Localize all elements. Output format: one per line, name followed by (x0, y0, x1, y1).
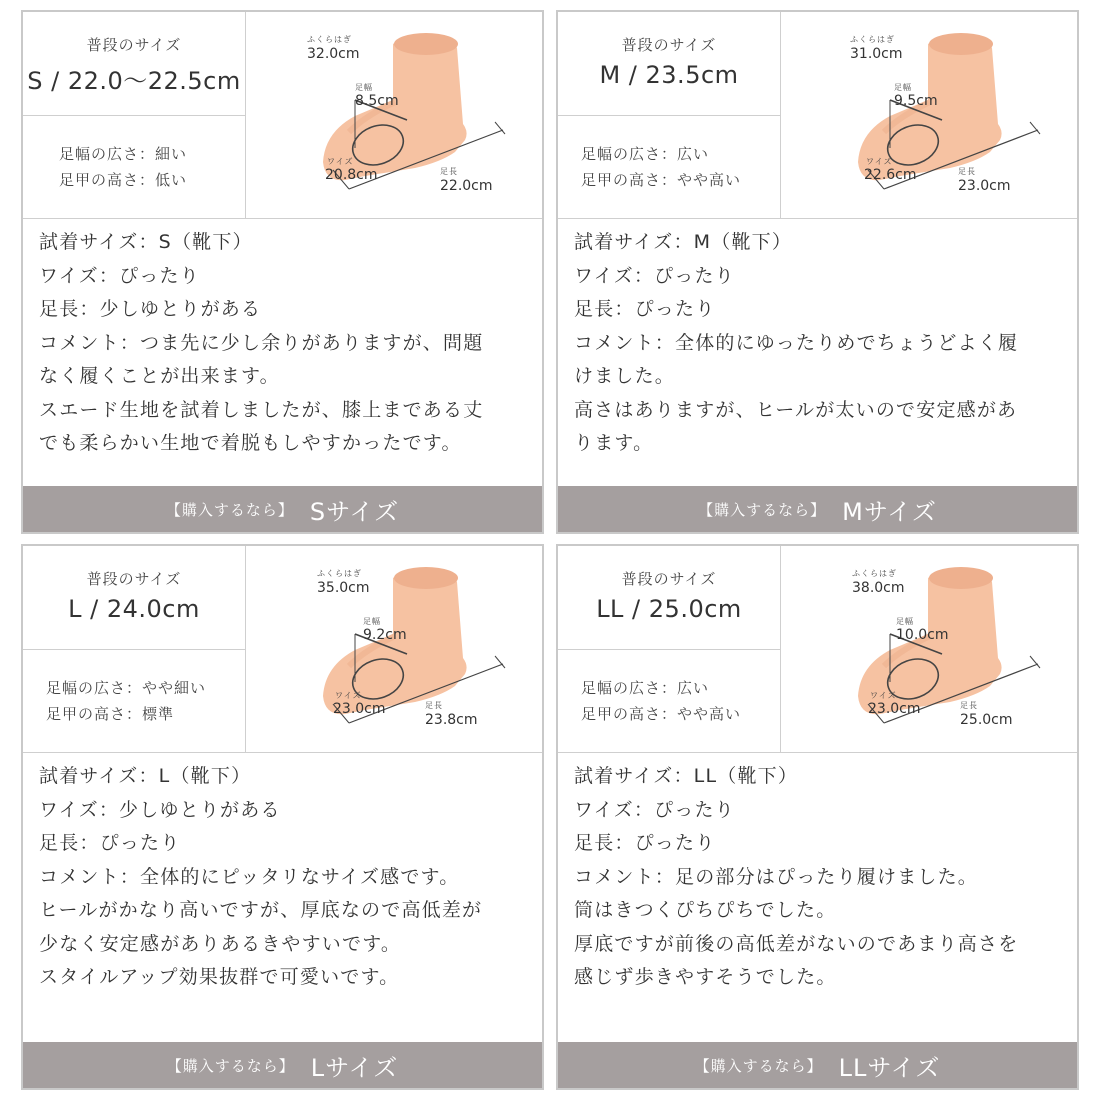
report-line: ワイズ：ぴったり (39, 264, 200, 287)
report-line: ります。 (574, 432, 654, 454)
instep-height-text: 足甲の高さ：低い (59, 171, 188, 189)
wise-value: 23.0cm (868, 701, 921, 717)
usual-size-box (23, 12, 245, 116)
report-line: ヒールがかなり高いですが、厚底なので高低差が (39, 899, 483, 921)
report-line: コメント：全体的にゆったりめでちょうどよく履 (574, 331, 1019, 354)
size-card-ll (556, 544, 1079, 1090)
foot-width-text: 足幅の広さ：やや細い (46, 679, 207, 697)
purchase-recommendation (23, 486, 542, 532)
calf-label: ふくらはぎ (307, 35, 352, 44)
instep-height-text: 足甲の高さ：やや高い (581, 705, 742, 723)
calf-value: 31.0cm (850, 46, 903, 62)
card-top (558, 546, 1077, 753)
report-line: なく履くことが出来ます。 (39, 365, 280, 387)
foot-illustration (245, 12, 544, 218)
foot-illustration-icon (245, 546, 544, 752)
wise-value: 20.8cm (325, 167, 378, 183)
report-line: 厚底ですが前後の高低差がないのであまり高さを (574, 932, 1019, 955)
foot-shape-box (558, 650, 780, 752)
report-line: 足長：ぴったり (574, 832, 716, 854)
calf-value: 35.0cm (317, 580, 370, 596)
length-value: 23.0cm (958, 178, 1011, 194)
recommendation-prefix: 【購入するなら】 (698, 500, 827, 519)
foot-width-text: 足幅の広さ：細い (59, 145, 188, 163)
instep-height-text: 足甲の高さ：やや高い (581, 171, 742, 189)
size-column (558, 546, 781, 752)
report-line: ワイズ：ぴったり (574, 798, 735, 821)
usual-size-box (558, 12, 780, 116)
purchase-recommendation (23, 1042, 542, 1088)
foot-illustration-icon (245, 12, 544, 218)
report-line: 試着サイズ：LL（靴下） (574, 765, 799, 787)
report-line: スエード生地を試着しましたが、膝上まである丈 (39, 398, 484, 421)
size-column (558, 12, 781, 218)
size-column (23, 546, 246, 752)
recommended-size: LLサイズ (838, 1053, 941, 1082)
wise-label: ワイズ (335, 691, 362, 700)
foot-illustration-icon (780, 12, 1079, 218)
length-value: 25.0cm (960, 712, 1013, 728)
foot-illustration (780, 546, 1079, 752)
usual-size-value: LL / 25.0cm (596, 595, 742, 623)
length-value: 22.0cm (440, 178, 493, 194)
report-line: コメント：全体的にピッタリなサイズ感です。 (39, 865, 460, 888)
report-line: 足長：ぴったり (574, 298, 716, 320)
report-line: 感じず歩きやすそうでした。 (574, 966, 837, 988)
report-line: 試着サイズ：S（靴下） (39, 231, 253, 253)
recommendation-prefix: 【購入するなら】 (694, 1056, 823, 1075)
ball-label: 足幅 (363, 617, 381, 626)
wise-value: 23.0cm (333, 701, 386, 717)
report-line: でも柔らかい生地で着脱もしやすかったです。 (39, 432, 462, 454)
report-line: 試着サイズ：L（靴下） (39, 765, 252, 787)
usual-size-value: S / 22.0〜22.5cm (27, 67, 241, 95)
usual-size-caption: 普段のサイズ (621, 570, 717, 588)
foot-shape-box (558, 116, 780, 218)
card-top (558, 12, 1077, 219)
fitting-report (39, 760, 528, 995)
wise-label: ワイズ (327, 157, 354, 166)
card-top (23, 12, 542, 219)
ball-label: 足幅 (355, 83, 373, 92)
foot-illustration-icon (780, 546, 1079, 752)
ball-value: 9.2cm (363, 627, 407, 643)
report-line: ワイズ：ぴったり (574, 264, 735, 287)
foot-width-text: 足幅の広さ：広い (581, 145, 710, 163)
foot-width-text: 足幅の広さ：広い (581, 679, 710, 697)
report-line: スタイルアップ効果抜群で可愛いです。 (39, 966, 400, 988)
usual-size-box (23, 546, 245, 650)
calf-value: 38.0cm (852, 580, 905, 596)
length-label: 足長 (425, 701, 443, 710)
calf-value: 32.0cm (307, 46, 360, 62)
report-line: けました。 (574, 365, 676, 387)
purchase-recommendation (558, 486, 1077, 532)
report-line: 足長：少しゆとりがある (39, 298, 262, 320)
report-line: 高さはありますが、ヒールが太いので安定感があ (574, 398, 1018, 421)
foot-shape-box (23, 116, 245, 218)
report-line: 足長：ぴったり (39, 832, 181, 854)
instep-height-text: 足甲の高さ：標準 (46, 705, 175, 723)
recommendation-prefix: 【購入するなら】 (166, 1056, 295, 1075)
report-line: コメント：足の部分はぴったり履けました。 (574, 865, 979, 888)
fitting-report (574, 226, 1063, 461)
foot-shape-box (23, 650, 245, 752)
usual-size-value: L / 24.0cm (68, 595, 200, 623)
size-card-s (21, 10, 544, 534)
ball-value: 10.0cm (896, 627, 949, 643)
report-line: 筒はきつくぴちぴちでした。 (574, 899, 837, 921)
foot-illustration (245, 546, 544, 752)
size-column (23, 12, 246, 218)
wise-label: ワイズ (866, 157, 893, 166)
recommended-size: Sサイズ (309, 497, 400, 526)
length-label: 足長 (958, 167, 976, 176)
report-line: 試着サイズ：M（靴下） (574, 231, 793, 253)
usual-size-box (558, 546, 780, 650)
usual-size-caption: 普段のサイズ (621, 36, 717, 54)
calf-label: ふくらはぎ (317, 569, 362, 578)
size-card-m (556, 10, 1079, 534)
purchase-recommendation (558, 1042, 1077, 1088)
report-line: コメント：つま先に少し余りがありますが、問題 (39, 331, 484, 354)
report-line: 少なく安定感がありあるきやすいです。 (39, 932, 402, 955)
length-value: 23.8cm (425, 712, 478, 728)
length-label: 足長 (960, 701, 978, 710)
wise-label: ワイズ (870, 691, 897, 700)
fitting-report (39, 226, 528, 461)
card-top (23, 546, 542, 753)
fitting-report (574, 760, 1063, 995)
foot-illustration (780, 12, 1079, 218)
size-card-l (21, 544, 544, 1090)
ball-label: 足幅 (896, 617, 914, 626)
ball-label: 足幅 (894, 83, 912, 92)
recommended-size: Mサイズ (842, 497, 937, 526)
usual-size-caption: 普段のサイズ (86, 570, 182, 588)
calf-label: ふくらはぎ (852, 569, 897, 578)
recommendation-prefix: 【購入するなら】 (165, 500, 294, 519)
length-label: 足長 (440, 167, 458, 176)
usual-size-caption: 普段のサイズ (86, 36, 182, 54)
recommended-size: Lサイズ (310, 1053, 399, 1082)
wise-value: 22.6cm (864, 167, 917, 183)
ball-value: 8.5cm (355, 93, 399, 109)
ball-value: 9.5cm (894, 93, 938, 109)
usual-size-value: M / 23.5cm (599, 61, 739, 89)
report-line: ワイズ：少しゆとりがある (39, 798, 281, 821)
calf-label: ふくらはぎ (850, 35, 895, 44)
